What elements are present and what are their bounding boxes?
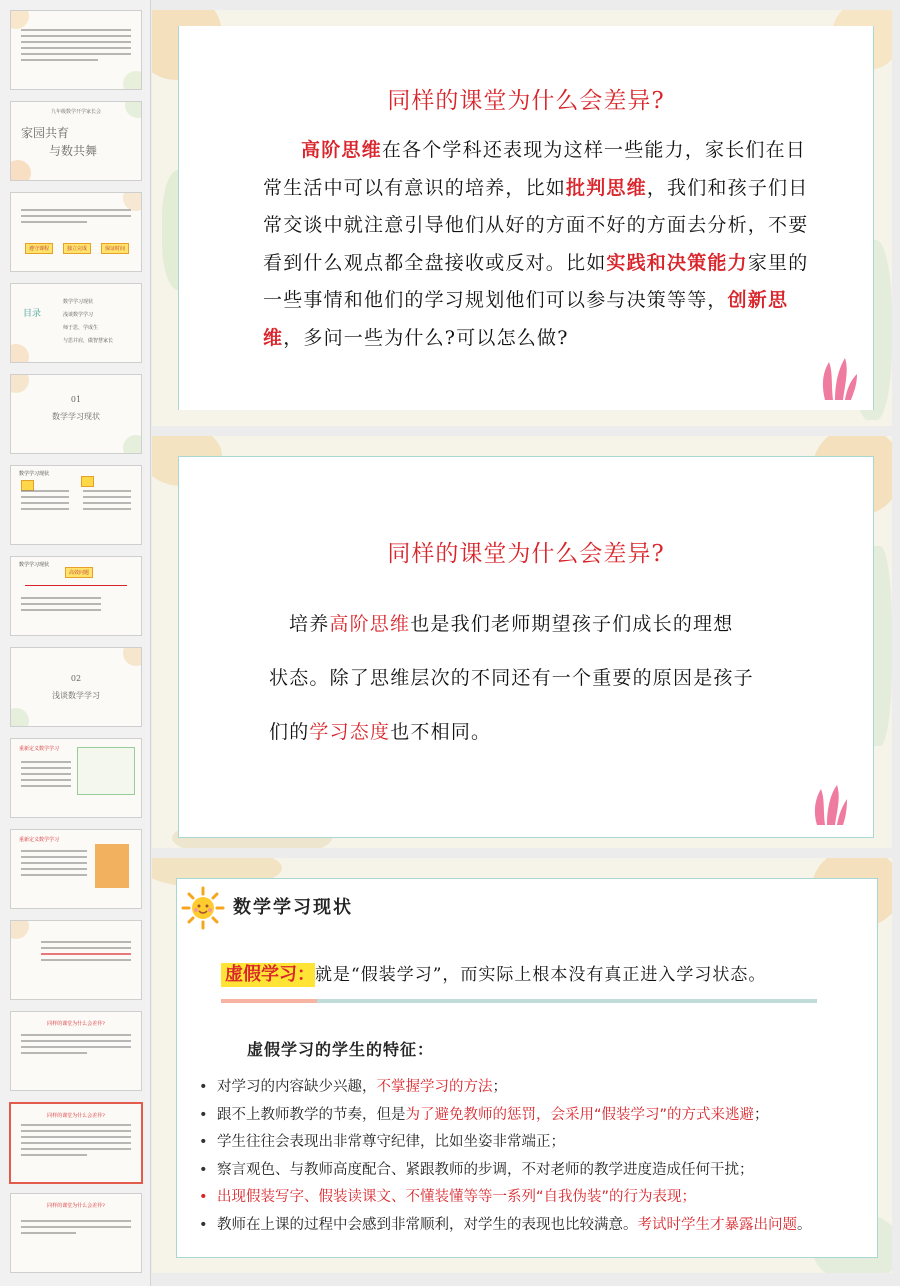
- slide-paragraph-line: [289, 609, 733, 636]
- thumbnail-badge: 高效问题: [65, 567, 93, 578]
- slide-thumbnail-1[interactable]: [10, 10, 142, 90]
- thumbnail-caption: 02: [70, 674, 82, 683]
- slide-thumbnail-pane[interactable]: [0, 0, 151, 1286]
- thumbnail-caption: 数学学习现状: [19, 471, 50, 477]
- slide-canvas-3[interactable]: [152, 858, 892, 1273]
- slide-subheading: 虚假学习的学生的特征：: [247, 1040, 435, 1059]
- thumbnail-text-lines: [21, 1034, 131, 1058]
- slide-thumbnail-2[interactable]: [10, 101, 142, 181]
- thumbnail-caption: 同样的课堂为什么会差异?: [47, 1021, 105, 1027]
- thumbnail-toc-item: 与思并肩，做智慧家长: [63, 338, 114, 344]
- slide-thumbnail-12[interactable]: [10, 1011, 142, 1091]
- thumbnail-text-lines: [21, 490, 69, 514]
- thumbnail-badge: 遵守课程: [25, 243, 53, 254]
- slide-title: 同样的课堂为什么会差异?: [387, 88, 665, 114]
- slide-thumbnail-14[interactable]: [10, 1193, 142, 1273]
- thumbnail-text-lines: [41, 941, 131, 965]
- slide-paragraph-line: 状态。除了思维层次的不同还有一个重要的原因是孩子: [269, 667, 754, 689]
- body-text: 家里的一些事情和他们的学习规划他们可以参与决策等等，: [263, 251, 809, 311]
- body-text: ，我们和孩子们日常交谈中就注意引导他们从好的方面不好的方面去分析，不要看到什么观点都全盘接收或反对。比如: [263, 176, 809, 274]
- thumbnail-caption: 数学学习现状: [19, 562, 50, 568]
- bullet-item: • 学生往往会表现出非常尊守纪律，比如坐姿非常端正；: [199, 1129, 879, 1157]
- highlight-text: 学习态度: [309, 721, 391, 743]
- thumbnail-text-lines: [21, 761, 71, 791]
- coral-plant-icon: [809, 781, 849, 827]
- bullet-item: • 跟不上教师教学的节奏，但是为了避免教师的惩罚，会采用“假装学习”的方式来逃避；: [199, 1102, 879, 1130]
- slide-content-panel: [178, 456, 874, 838]
- thumbnail-toc-item: 师于思，学成生: [63, 325, 99, 331]
- thumbnail-toc: [63, 296, 113, 348]
- bullet-item: • 察言观色、与教师高度配合、紧跟教师的步调，不对老师的教学进度造成任何干扰；: [199, 1157, 879, 1185]
- thumbnail-caption-2: 浅谈数学学习: [52, 691, 100, 700]
- highlight-text: 实践和决策能力: [606, 251, 748, 274]
- thumbnail-text-lines: [21, 597, 101, 615]
- slide-thumbnail-6[interactable]: [10, 465, 142, 545]
- body-text: 在各个学科还表现为这样一些能力，家长们在日常生活中可以有意识的培养，比如: [263, 139, 807, 199]
- thumbnail-caption: 目录: [22, 309, 41, 319]
- slide-thumbnail-5[interactable]: [10, 374, 142, 454]
- thumbnail-text-lines: [21, 850, 87, 880]
- slide-thumbnail-3[interactable]: [10, 192, 142, 272]
- thumbnail-text-lines: [83, 490, 131, 514]
- body-text: ，多问一些为什么?可以怎么做?: [283, 326, 569, 349]
- thumbnail-caption: 同样的课堂为什么会差异?: [47, 1113, 105, 1119]
- sun-icon: [181, 886, 225, 930]
- body-text: 们的: [269, 721, 310, 743]
- highlight-text: 高阶思维: [301, 139, 382, 161]
- highlight-text: 高阶思维: [329, 613, 411, 635]
- slide-thumbnail-13-selected[interactable]: [9, 1102, 143, 1184]
- thumbnail-text-lines: [21, 1220, 131, 1238]
- thumbnail-toc-item: 数学学习现状: [63, 299, 94, 305]
- thumbnail-caption-2: 与数共舞: [49, 144, 98, 158]
- slide-thumbnail-4[interactable]: [10, 283, 142, 363]
- thumbnail-caption-2: 数学学习现状: [52, 412, 100, 421]
- body-text: 也不相同。: [390, 721, 492, 743]
- definition-label: 虚假学习：: [225, 964, 315, 985]
- thumbnail-caption: 01: [70, 395, 82, 404]
- slide-paragraph: [263, 132, 811, 357]
- thumbnail-caption: 同样的课堂为什么会差异?: [47, 1203, 105, 1209]
- slide-content-panel: [178, 26, 874, 410]
- bullet-item: • 对学习的内容缺少兴趣，不掌握学习的方法；: [199, 1074, 879, 1102]
- thumbnail-small-text: 九年级数学开学家长会: [50, 109, 101, 115]
- definition-text: 就是“假装学习”，而实际上根本没有真正进入学习状态。: [315, 965, 767, 985]
- thumbnail-caption: 重新定义数学学习: [19, 746, 60, 752]
- slide-heading: 数学学习现状: [233, 897, 353, 918]
- thumbnail-caption: 家园共育: [21, 126, 70, 140]
- slide-content-panel: [176, 878, 878, 1258]
- underline-accent: [221, 999, 317, 1003]
- slide-thumbnail-9[interactable]: [10, 738, 142, 818]
- thumbnail-badge: 保证时间: [101, 243, 129, 254]
- slide-paragraph-line: [269, 717, 491, 744]
- thumbnail-toc-item: 浅谈数学学习: [63, 312, 94, 318]
- thumbnail-text-lines: [21, 29, 131, 65]
- body-text: 培养: [289, 613, 330, 635]
- bullet-item: • 教师在上课的过程中会感到非常顺利，对学生的表现也比较满意。考试时学生才暴露出问题。: [199, 1212, 879, 1240]
- slide-canvas-2[interactable]: [152, 436, 892, 848]
- slide-thumbnail-8[interactable]: [10, 647, 142, 727]
- coral-plant-icon: [815, 354, 859, 402]
- thumbnail-text-lines: [21, 209, 131, 227]
- slide-thumbnail-10[interactable]: [10, 829, 142, 909]
- highlight-text: 批判思维: [566, 176, 647, 199]
- thumbnail-caption: 重新定义数学学习: [19, 837, 60, 843]
- thumbnail-text-lines: [21, 1124, 131, 1160]
- highlight-text: 创新思维: [263, 289, 789, 349]
- bullet-list: [199, 1074, 879, 1239]
- slide-thumbnail-11[interactable]: [10, 920, 142, 1000]
- underline-rule: [317, 999, 817, 1003]
- slide-canvas-1[interactable]: [152, 10, 892, 426]
- body-text: 也是我们老师期望孩子们成长的理想: [410, 613, 734, 635]
- slide-thumbnail-7[interactable]: [10, 556, 142, 636]
- thumbnail-badge: 独立完成: [63, 243, 91, 254]
- slide-title: 同样的课堂为什么会差异?: [387, 541, 665, 567]
- bullet-item: • 出现假装写字、假装读课文、不懂装懂等等一系列“自我伪装”的行为表现；: [199, 1184, 879, 1212]
